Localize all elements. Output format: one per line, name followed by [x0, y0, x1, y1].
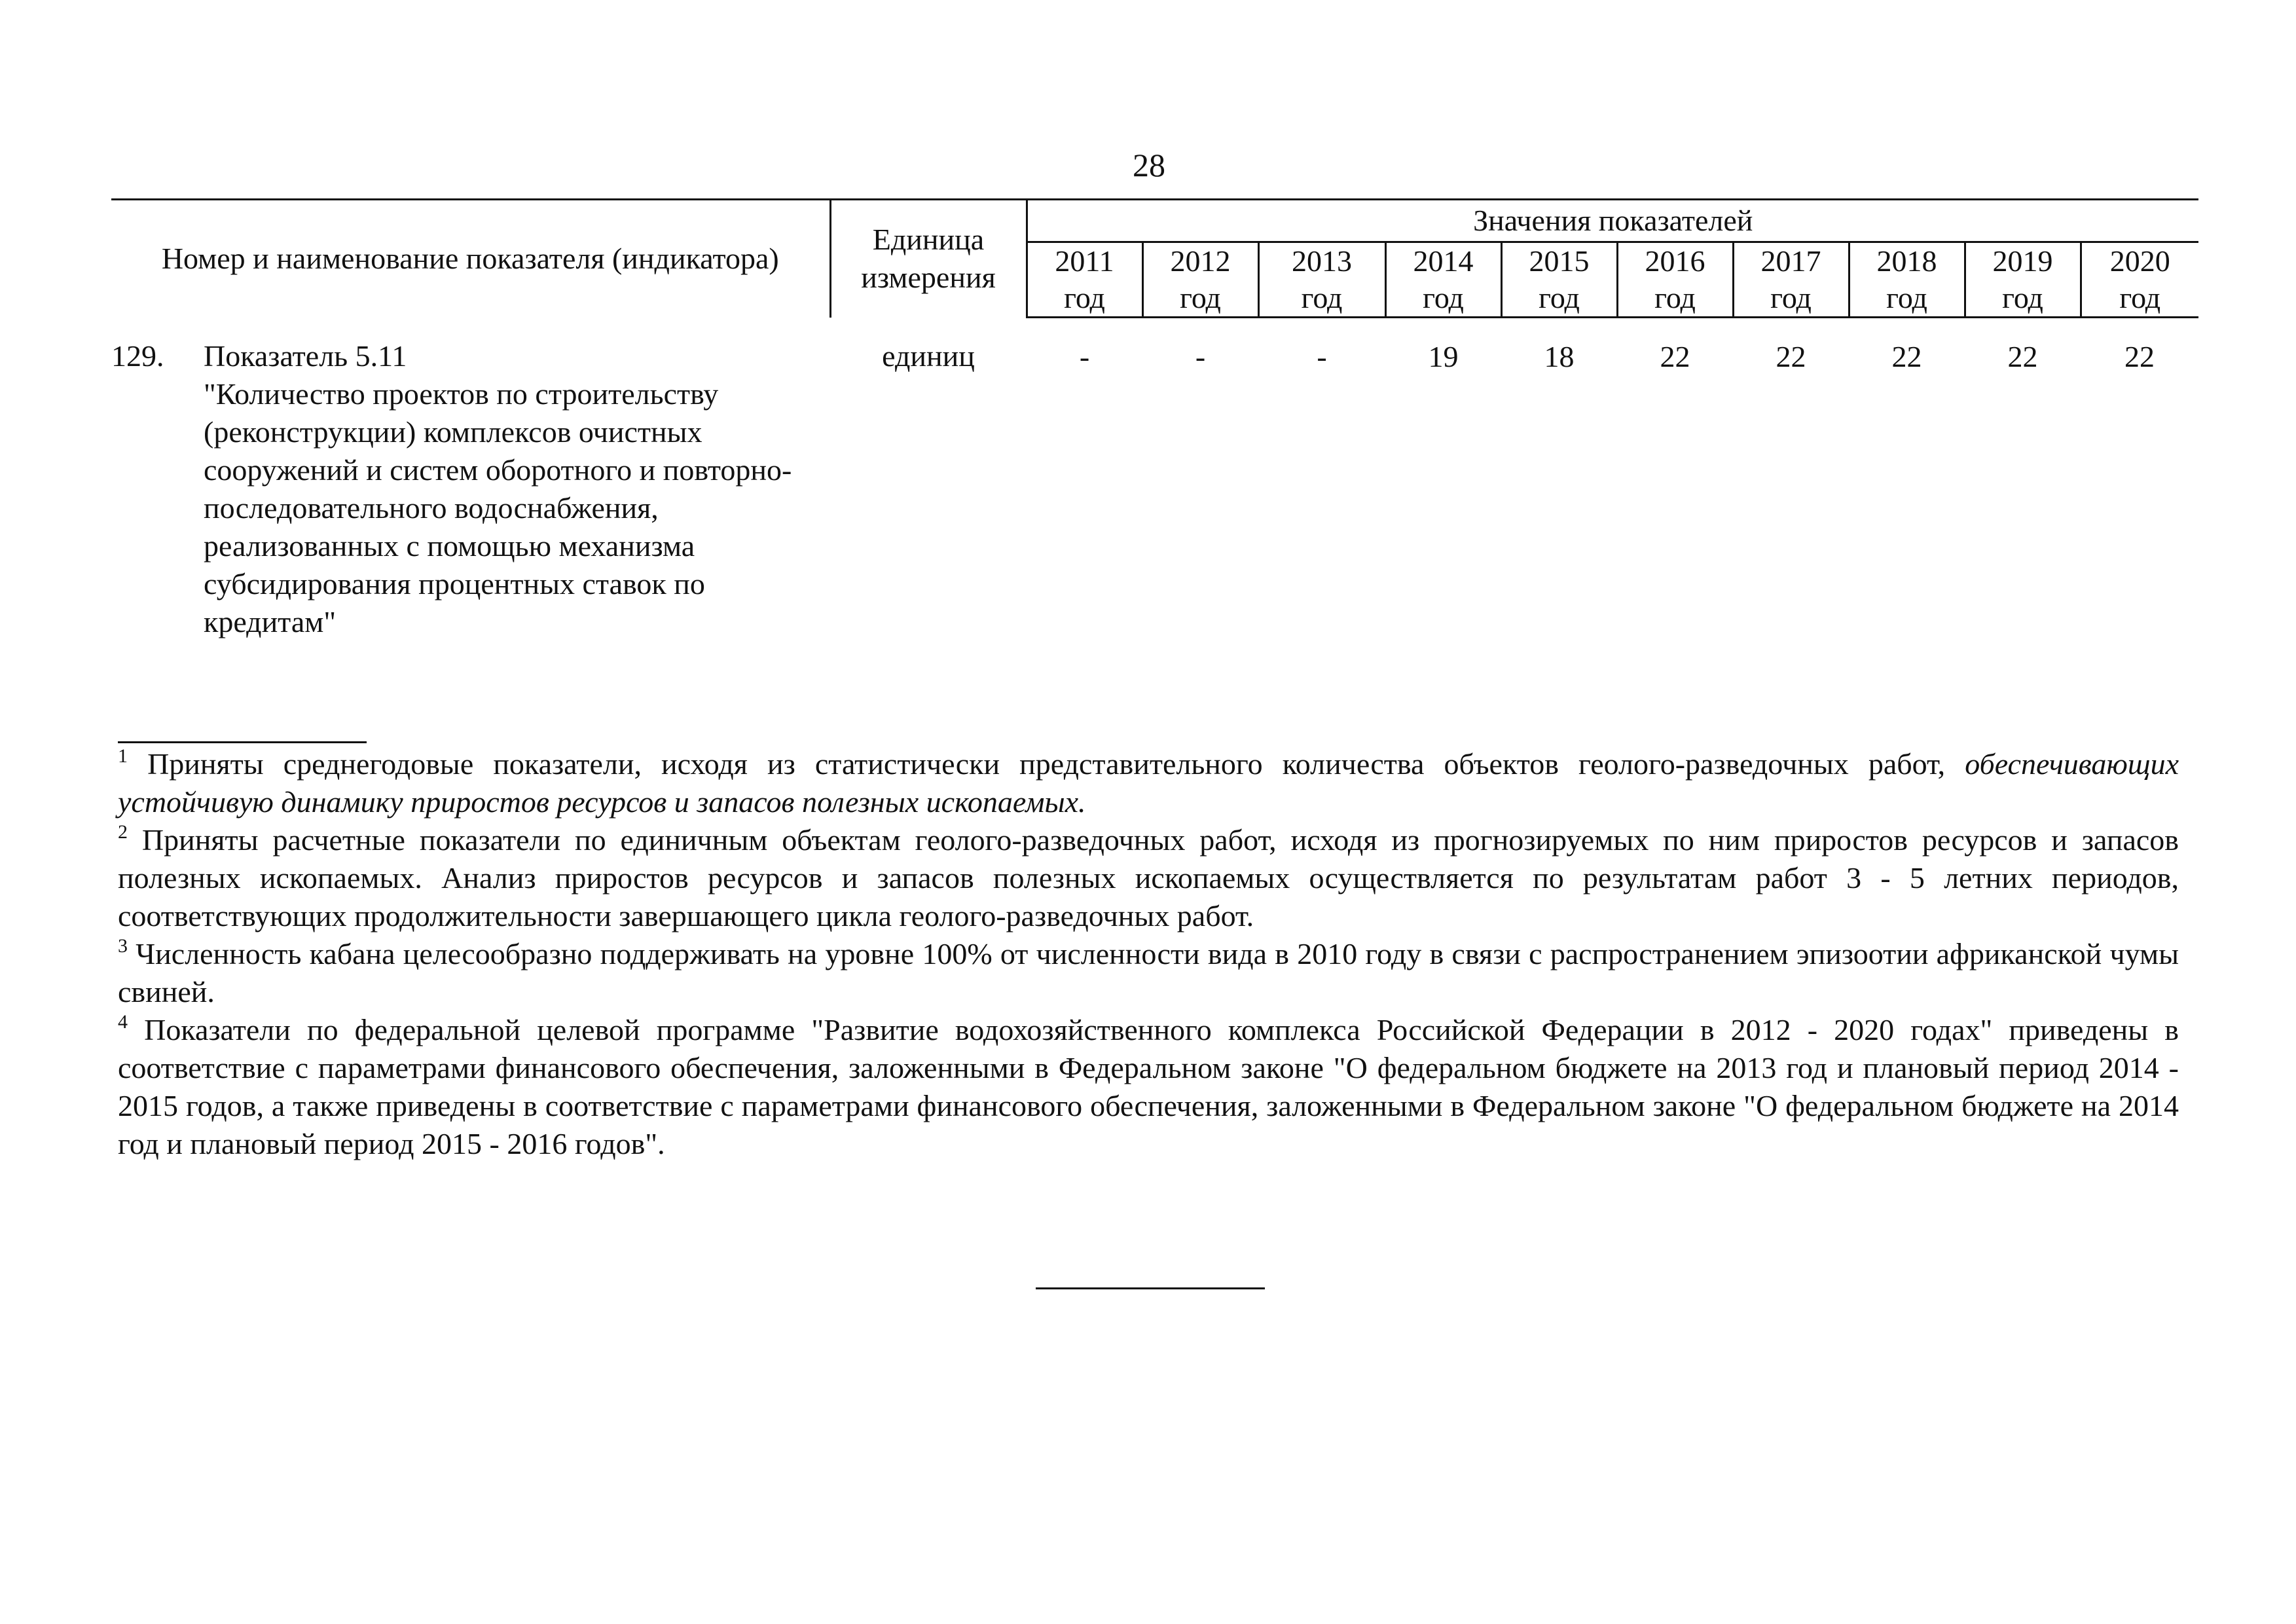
header-unit: Единица измерения	[830, 200, 1027, 318]
header-values: Значения показателей	[1027, 200, 2198, 242]
footnote-text: Численность кабана целесообразно поддерживать на уровне 100% от численности вида в 2010 году в связи с распространением эпизоотии африканской чумы свиней.	[118, 937, 2179, 1008]
value-2017: 22	[1776, 340, 1806, 373]
value-2020: 22	[2124, 340, 2155, 373]
footnote-text: Приняты среднегодовые показатели, исходя из статистически представительного количества объектов геолого-разведочных работ,	[147, 747, 1946, 781]
footnote-text: Показатели по федеральной целевой программе "Развитие водохозяйственного комплекса Российской Федерации в 2012 - 2020 годах" приведены в соответствие с параметрами финансового обеспечения, заложенными в Федеральном законе "О федеральном бюджете на 2013 год и плановый период 2014 - 2015 годов, а также приведены в соответствие с параметрами финансового обеспечения, заложенными в Федеральном законе "О федеральном бюджете на 2014 год и плановый период 2015 - 2016 годов".	[118, 1013, 2179, 1160]
header-year-2017: 2017 год	[1733, 242, 1849, 318]
header-year-2016: 2016 год	[1617, 242, 1733, 318]
header-year-2011: 2011 год	[1027, 242, 1142, 318]
value-2018: 22	[1891, 340, 1922, 373]
header-year-2018: 2018 год	[1849, 242, 1965, 318]
indicators-table	[111, 198, 2185, 642]
footnote-2	[118, 821, 2179, 935]
value-2014: 19	[1428, 340, 1459, 373]
header-year-2014: 2014 год	[1385, 242, 1501, 318]
footnote-text-italic: обеспечивающих устойчивую динамику приростов ресурсов и запасов полезных ископаемых.	[118, 747, 2179, 819]
header-year-2012: 2012 год	[1142, 242, 1258, 318]
value-2015: 18	[1544, 340, 1575, 373]
row-indicator	[203, 318, 830, 642]
footnote-3	[118, 935, 2179, 1011]
table-row	[111, 318, 2198, 642]
indicators-table-grid	[111, 198, 2198, 642]
end-of-document-line	[1036, 1287, 1265, 1289]
page-number: 28	[1133, 147, 1165, 183]
header-year-2019: 2019 год	[1965, 242, 2081, 318]
footnote-mark: 4	[118, 1011, 128, 1033]
indicator-description: "Количество проектов по строительству (реконструкции) комплексов очистных сооружений и систем оборотного и повторно-последовательного водоснабжения, реализованных с помощью механизма субсидирования процентных ставок по кредитам"	[204, 377, 792, 638]
value-2012: -	[1195, 340, 1206, 373]
row-unit: единиц	[882, 339, 975, 373]
header-row-top	[111, 200, 2198, 242]
header-year-2013: 2013 год	[1258, 242, 1385, 318]
footnote-1	[118, 745, 2179, 821]
value-2016: 22	[1660, 340, 1690, 373]
row-number: 129.	[111, 339, 164, 373]
footnote-separator	[118, 741, 367, 743]
footnote-mark: 3	[118, 935, 128, 957]
header-year-2015: 2015 год	[1501, 242, 1617, 318]
footnote-mark: 1	[118, 745, 128, 767]
footnote-4	[118, 1011, 2179, 1163]
value-2013: -	[1317, 340, 1327, 373]
footnote-text: Приняты расчетные показатели по единичным объектам геолого-разведочных работ, исходя из прогнозируемых по ним приростов ресурсов и запасов полезных ископаемых. Анализ приростов ресурсов и запасов полезных ископаемых осуществляется по результатам работ 3 - 5 летних периодов, соответствующих продолжительности завершающего цикла геолого-разведочных работ.	[118, 823, 2179, 932]
indicator-title: Показатель 5.11	[204, 339, 407, 373]
header-name: Номер и наименование показателя (индикатора)	[111, 200, 830, 318]
value-2011: -	[1079, 340, 1090, 373]
footnotes	[118, 745, 2179, 1163]
footnote-mark: 2	[118, 821, 128, 843]
value-2019: 22	[2007, 340, 2038, 373]
header-year-2020: 2020 год	[2081, 242, 2198, 318]
